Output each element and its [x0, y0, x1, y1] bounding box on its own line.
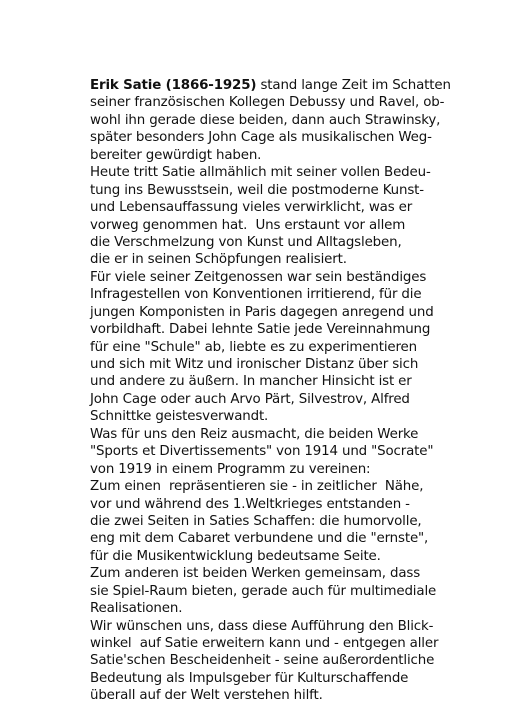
text-line: John Cage oder auch Arvo Pärt, Silvestrov, Alfred: [90, 391, 410, 407]
author-name: Erik Satie (1866-1925): [90, 78, 257, 93]
intro-text: stand lange Zeit im Schatten: [256, 78, 451, 93]
article-text: [90, 77, 490, 705]
text-line: und sich mit Witz und ironischer Distanz über sich: [90, 357, 419, 372]
text-line: und andere zu äußern. In mancher Hinsicht ist er: [90, 374, 412, 390]
text-line: von 1919 in einem Programm zu vereinen:: [90, 461, 371, 477]
text-line: Heute tritt Satie allmählich mit seiner vollen Bedeu-: [90, 165, 431, 181]
text-line: für eine "Schule" ab, liebte es zu experimentieren: [90, 339, 417, 355]
text-line: wohl ihn gerade diese beiden, dann auch Strawinsky,: [90, 112, 441, 128]
text-line: Satie'schen Bescheidenheit - seine außerordentliche: [90, 653, 435, 669]
text-line: die zwei Seiten in Saties Schaffen: die humorvolle,: [90, 513, 422, 529]
text-line: vorbildhaft. Dabei lehnte Satie jede Vereinnahmung: [90, 322, 431, 338]
text-line: und Lebensauffassung vieles verwirklicht, was er: [90, 200, 413, 216]
text-line: die er in seinen Schöpfungen realisiert.: [90, 252, 347, 268]
text-line: jungen Komponisten in Paris dagegen anregend und: [90, 304, 434, 320]
text-line: eng mit dem Cabaret verbundene und die "ernste",: [90, 531, 429, 547]
text-line: die Verschmelzung von Kunst und Alltagsleben,: [90, 234, 402, 250]
text-line: winkel auf Satie erweitern kann und - entgegen aller: [90, 636, 439, 651]
text-line: für die Musikentwicklung bedeutsame Seite.: [90, 548, 381, 564]
text-line: Für viele seiner Zeitgenossen war sein beständiges: [90, 269, 427, 285]
text-line: später besonders John Cage als musikalischen Weg-: [90, 130, 432, 146]
text-line: bereiter gewürdigt haben.: [90, 147, 262, 163]
text-line: vorweg genommen hat. Uns erstaunt vor allem: [90, 217, 406, 233]
text-line: seiner französischen Kollegen Debussy und Ravel, ob-: [90, 95, 445, 111]
text-line: tung ins Bewusstsein, weil die postmoderne Kunst-: [90, 182, 424, 198]
text-line: Realisationen.: [90, 601, 183, 617]
text-line: überall auf der Welt verstehen hilft.: [90, 688, 323, 704]
text-line: vor und während des 1.Weltkrieges entstanden -: [90, 496, 410, 512]
text-line: Wir wünschen uns, dass diese Aufführung den Blick-: [90, 618, 434, 634]
text-line: sie Spiel-Raum bieten, gerade auch für multimediale: [90, 583, 437, 599]
text-line: Was für uns den Reiz ausmacht, die beiden Werke: [90, 426, 419, 442]
text-line: Zum anderen ist beiden Werken gemeinsam, dass: [90, 566, 421, 582]
text-line: Infragestellen von Konventionen irritierend, für die: [90, 287, 422, 303]
text-line: Bedeutung als Impulsgeber für Kulturschaffende: [90, 670, 409, 686]
text-line: Zum einen repräsentieren sie - in zeitlicher Nähe,: [90, 479, 424, 495]
intro-line: [90, 77, 490, 94]
text-line: "Sports et Divertissements" von 1914 und "Socrate": [90, 444, 434, 460]
text-line: Schnittke geistesverwandt.: [90, 409, 269, 425]
